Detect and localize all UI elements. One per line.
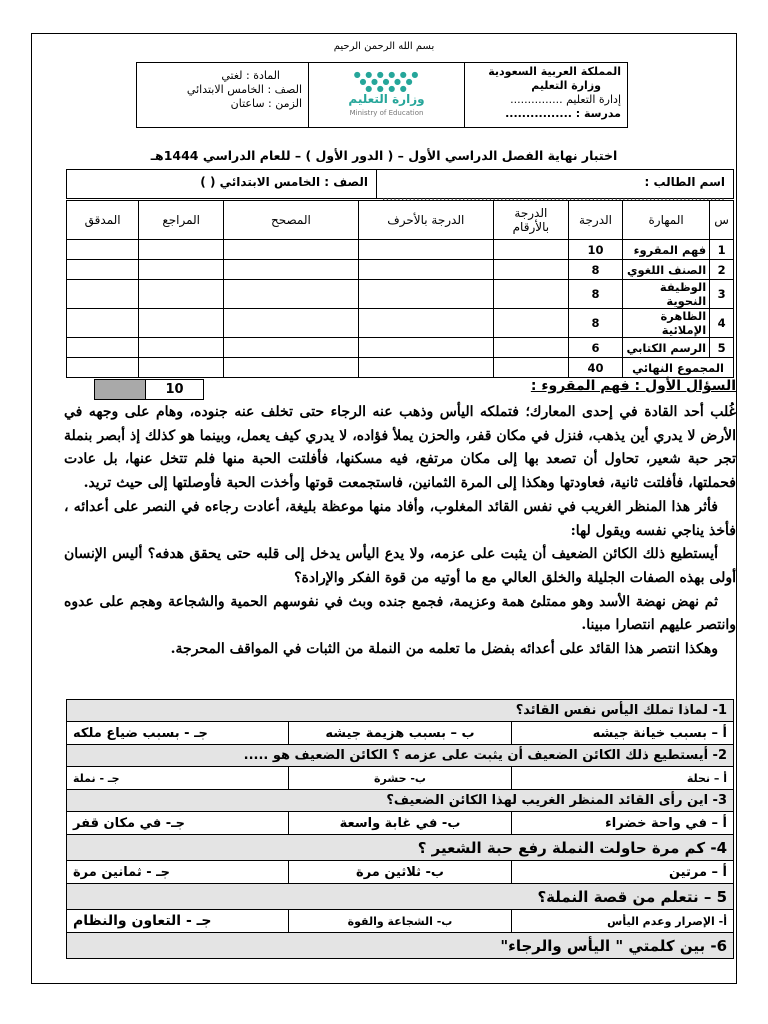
option-a[interactable]: أ – مرتين: [511, 861, 733, 884]
question1-score-box: [94, 379, 204, 400]
question1-max-score: 10: [165, 382, 184, 397]
options-row: [67, 767, 734, 790]
row-number: 5: [710, 338, 734, 358]
score-letters-cell[interactable]: [358, 280, 493, 309]
subject-info: [137, 63, 308, 127]
student-info-row: [66, 169, 734, 203]
logo-mark-icon: ● ● ● ● ● ● ● ● ● ● ● ● ● ● ●: [353, 69, 420, 93]
option-a[interactable]: أ- الإصرار وعدم اليأس: [511, 910, 733, 933]
question-text: 1- لماذا تملك اليأس نفس القائد؟: [67, 700, 734, 722]
questions-table: [66, 699, 734, 959]
row-number: 1: [710, 240, 734, 260]
student-name-cell: [376, 170, 733, 203]
row-number: 4: [710, 309, 734, 338]
option-a[interactable]: أ – نحلة: [511, 767, 733, 790]
question-row: [67, 884, 734, 910]
score-letters-cell[interactable]: [358, 358, 493, 378]
row-skill: الصنف اللغوي: [623, 260, 710, 280]
row-score: 8: [568, 260, 622, 280]
score-letters-cell[interactable]: [358, 338, 493, 358]
option-a[interactable]: أ – في واحة خضراء: [511, 812, 733, 835]
score-digits-cell[interactable]: [493, 280, 568, 309]
col-reviewer: المراجع: [139, 201, 224, 240]
question-text: 3- اين رأى القائد المنظر الغريب لهذا الكائن الضعيف؟: [67, 790, 734, 812]
reading-passage: [64, 401, 736, 662]
ministry-info: [464, 63, 627, 127]
table-row: [67, 309, 734, 338]
col-score: الدرجة: [568, 201, 622, 240]
auditor-cell[interactable]: [67, 309, 139, 338]
score-letters-cell[interactable]: [358, 309, 493, 338]
option-a[interactable]: أ – بسبب خيانة جيشه: [511, 722, 733, 745]
option-b[interactable]: ب- الشجاعة والقوة: [289, 910, 511, 933]
grader-cell[interactable]: [224, 240, 359, 260]
row-score: 6: [568, 338, 622, 358]
option-b[interactable]: ب- في غابة واسعة: [289, 812, 511, 835]
student-name-label: اسم الطالب :: [644, 175, 725, 189]
question-row: [67, 933, 734, 959]
option-c[interactable]: جـ - نملة: [67, 767, 289, 790]
auditor-cell[interactable]: [67, 280, 139, 309]
table-row: [67, 240, 734, 260]
reviewer-cell[interactable]: [139, 338, 224, 358]
table-row: [67, 280, 734, 309]
question-text: 5 – نتعلم من قصة النملة؟: [67, 884, 734, 910]
basmala: بسم الله الرحمن الرحيم: [333, 41, 435, 52]
student-name-field[interactable]: ..........................................................................................: [381, 189, 725, 203]
auditor-cell[interactable]: [67, 260, 139, 280]
options-row: [67, 910, 734, 933]
question-row: [67, 700, 734, 722]
row-skill: الظاهرة الإملائية: [623, 309, 710, 338]
score-digits-cell[interactable]: [493, 240, 568, 260]
option-c[interactable]: جـ- في مكان قفر: [67, 812, 289, 835]
table-row: [67, 338, 734, 358]
score-letters-cell[interactable]: [358, 260, 493, 280]
total-label: المجموع النهائي: [623, 358, 734, 378]
grader-cell[interactable]: [224, 260, 359, 280]
question1-title: السؤال الأول : فهم المقروء :: [530, 378, 736, 394]
student-grade-label: الصف : الخامس الابتدائي ( ): [200, 175, 368, 189]
score-digits-cell[interactable]: [493, 309, 568, 338]
question-text: 2- أيستطيع ذلك الكائن الضعيف أن يثبت على عزمه ؟ الكائن الضعيف هو .....: [67, 745, 734, 767]
row-score: 8: [568, 280, 622, 309]
col-score-letters: الدرجة بالأحرف: [358, 201, 493, 240]
row-skill: فهم المقروء: [623, 240, 710, 260]
exam-title: اختبار نهاية الفصل الدراسي الأول – ( الدور الأول ) – للعام الدراسي 1444هـ: [150, 148, 618, 163]
col-grader: المصحح: [224, 201, 359, 240]
question-row: [67, 790, 734, 812]
grader-cell[interactable]: [224, 338, 359, 358]
row-number: 3: [710, 280, 734, 309]
col-auditor: المدقق: [67, 201, 139, 240]
country-line: المملكة العربية السعودية: [488, 65, 621, 78]
question-row: [67, 835, 734, 861]
directorate-line: إدارة التعليم ...............: [510, 93, 621, 106]
question-text: 4- كم مرة حاولت النملة رفع حبة الشعير ؟: [67, 835, 734, 861]
question-text: 6- بين كلمتي " اليأس والرجاء": [67, 933, 734, 959]
ministry-line: وزارة التعليم: [531, 79, 601, 92]
duration-line: الزمن : ساعتان: [230, 97, 302, 110]
exam-header: [136, 62, 628, 128]
class-line: الصف : الخامس الابتدائي: [186, 83, 302, 96]
table-row: [67, 260, 734, 280]
col-skill: المهارة: [623, 201, 710, 240]
logo-english-text: Ministry of Education: [349, 108, 424, 117]
passage-paragraph: فأثر هذا المنظر الغريب في نفس القائد المغلوب، وأفاد منها موعظة بليغة، أعادت رجاءه في النصر على أعدائه ، فأخذ يناجي نفسه ويقول لها:: [64, 498, 736, 539]
option-b[interactable]: ب – بسبب هزيمة جيشه: [289, 722, 511, 745]
option-b[interactable]: ب- حشرة: [289, 767, 511, 790]
row-number: 2: [710, 260, 734, 280]
options-row: [67, 812, 734, 835]
logo-arabic-text: وزارة التعليم: [348, 91, 425, 106]
grades-table: [66, 200, 734, 378]
school-line: مدرسة : ................: [505, 107, 621, 120]
subject-line: المادة : لغتي: [221, 69, 280, 82]
total-row: [67, 358, 734, 378]
passage-paragraph: أيستطيع ذلك الكائن الضعيف أن يثبت على عزمه، ولا يدع اليأس يدخل إلى قلبه حتى يحقق هدفه؟ أليس الإنسان أولى بهذه الصفات الجليلة والخلق العالي مع ما أوتيه من قوة الفكر والإرادة؟: [64, 546, 736, 586]
reviewer-cell[interactable]: [139, 309, 224, 338]
row-skill: الوظيفة النحوية: [623, 280, 710, 309]
auditor-cell[interactable]: [67, 240, 139, 260]
grader-cell[interactable]: [224, 309, 359, 338]
passage-paragraph: ثم نهض نهضة الأسد وهو ممتلئ همة وعزيمة، فجمع جنده وبث في نفوسهم الحمية والشجاعة وهجم على عدوه وانتصر عليهم انتصارا مبينا.: [64, 593, 736, 634]
options-row: [67, 722, 734, 745]
grader-cell[interactable]: [224, 280, 359, 309]
passage-paragraph: غُلب أحد القادة في إحدى المعارك؛ فتملكه اليأس وذهب عنه الرجاء حتى تخلف عنه جنوده، وهام على وجهه في الأرض لا يدري أين يذهب، فنزل في مكان قفر، والحزن يملأ فؤاده، لا يدري كيف يعمل، وبينما هو كذلك إذ أبصر بنملة تجر حبة شعير، تحاول أن تصعد بها إلى مكان مرتفع، فيه مسكنها، فأفلتت الحبة منها فلم تتخل عنها، بل عادت فحملتها، فأفلتت ثانية، فعاودتها وهكذا إلى المرة الثمانين، فاستجمعت قوتها وأخذت الحبة فأوصلتها إلى حيث تريد.: [64, 404, 736, 492]
student-score-cell[interactable]: [95, 380, 146, 399]
reviewer-cell[interactable]: [139, 280, 224, 309]
score-digits-cell[interactable]: [493, 338, 568, 358]
reviewer-cell[interactable]: [139, 240, 224, 260]
passage-paragraph: وهكذا انتصر هذا القائد على أعدائه بفضل ما تعلمه من النملة من الثبات في المواقف المحرجة.: [170, 641, 718, 658]
row-score: 10: [568, 240, 622, 260]
reviewer-cell[interactable]: [139, 260, 224, 280]
question-row: [67, 745, 734, 767]
row-skill: الرسم الكتابي: [623, 338, 710, 358]
options-row: [67, 861, 734, 884]
reviewer-cell[interactable]: [139, 358, 224, 378]
option-c[interactable]: جـ - التعاون والنظام: [67, 910, 289, 933]
score-letters-cell[interactable]: [358, 240, 493, 260]
col-number: س: [710, 201, 734, 240]
grades-header-row: [67, 201, 734, 240]
grader-cell[interactable]: [224, 358, 359, 378]
auditor-cell[interactable]: [67, 358, 139, 378]
option-c[interactable]: جـ - بسبب ضياع ملكه: [67, 722, 289, 745]
option-b[interactable]: ب- ثلاثين مرة: [289, 861, 511, 884]
option-c[interactable]: جـ - ثمانين مرة: [67, 861, 289, 884]
auditor-cell[interactable]: [67, 338, 139, 358]
score-digits-cell[interactable]: [493, 358, 568, 378]
row-score: 8: [568, 309, 622, 338]
ministry-logo: [308, 63, 464, 127]
total-score: 40: [568, 358, 622, 378]
score-digits-cell[interactable]: [493, 260, 568, 280]
col-score-digits: الدرجة بالأرقام: [493, 201, 568, 240]
